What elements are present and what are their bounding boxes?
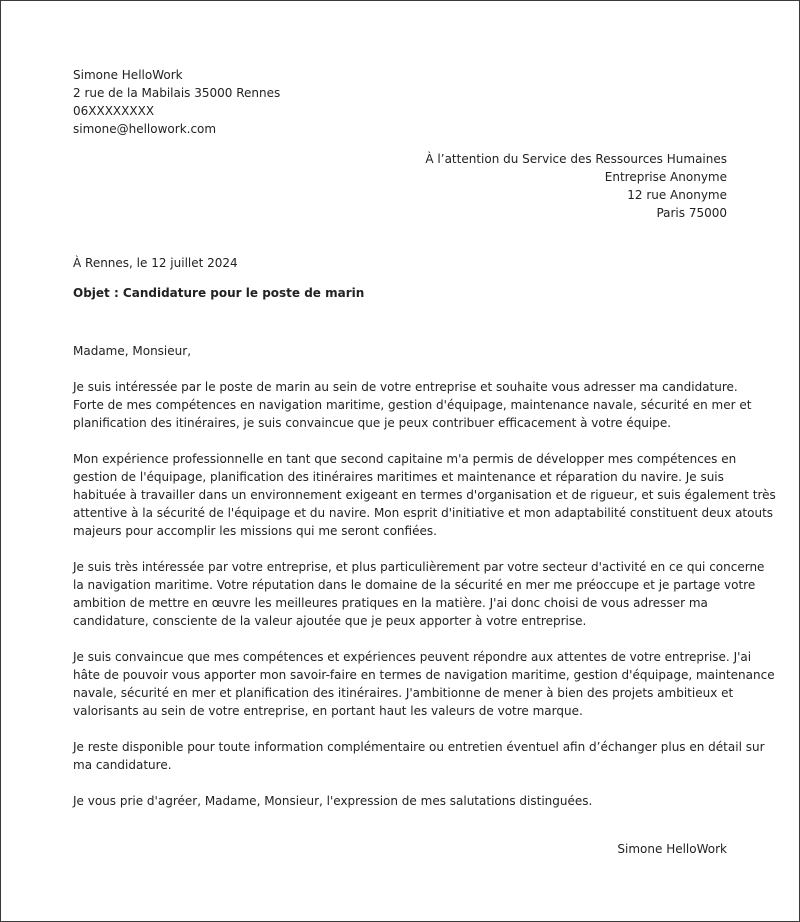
- sender-address: 2 rue de la Mabilais 35000 Rennes: [73, 86, 281, 100]
- paragraph-line: Je vous prie d'agréer, Madame, Monsieur, l'expression de mes salutations distinguées.: [73, 794, 593, 808]
- paragraph-line: gestion de l'équipage, planification des itinéraires maritimes et maintenance et réparation du navire. Je suis: [73, 470, 724, 484]
- sender-email: simone@hellowork.com: [73, 122, 217, 136]
- paragraph-line: candidature, consciente de la valeur ajoutée que je peux apporter à votre entreprise.: [73, 614, 587, 628]
- paragraph-1: [73, 378, 752, 432]
- recipient-attention: À l’attention du Service des Ressources Humaines: [425, 152, 727, 166]
- paragraph-line: attentive à la sécurité de l'équipage et du navire. Mon esprit d'initiative et mon adaptabilité constituent deux atouts: [73, 506, 774, 520]
- paragraph-5: [73, 738, 765, 774]
- paragraph-line: majeurs pour accomplir les missions qui me seront confiées.: [73, 524, 437, 538]
- paragraph-line: Je reste disponible pour toute information complémentaire ou entretien éventuel afin d’échanger plus en détail sur: [73, 740, 765, 754]
- paragraph-line: Je suis très intéressée par votre entreprise, et plus particulièrement par votre secteur d'activité en ce qui concerne: [73, 560, 765, 574]
- recipient-company: Entreprise Anonyme: [604, 170, 727, 184]
- recipient-city: Paris 75000: [656, 206, 727, 220]
- paragraph-line: Mon expérience professionnelle en tant que second capitaine m'a permis de développer mes compétences en: [73, 452, 737, 466]
- paragraph-line: navale, sécurité en mer et planification des itinéraires. J'ambitionne de mener à bien des projets ambitieux et: [73, 686, 734, 700]
- closing-paragraph: [73, 792, 733, 810]
- paragraph-2: [73, 450, 776, 540]
- paragraph-line: valorisants au sein de votre entreprise, en portant haut les valeurs de votre marque.: [73, 704, 583, 718]
- paragraph-line: ambition de mettre en œuvre les meilleures pratiques en la matière. J'ai donc choisi de vous adresser ma: [73, 596, 708, 610]
- paragraph-line: Forte de mes compétences en navigation maritime, gestion d'équipage, maintenance navale, sécurité en mer et: [73, 398, 752, 412]
- letter-date: À Rennes, le 12 juillet 2024: [73, 256, 238, 270]
- letter-subject: Objet : Candidature pour le poste de marin: [73, 286, 365, 300]
- recipient-street: 12 rue Anonyme: [627, 188, 727, 202]
- paragraph-line: Je suis convaincue que mes compétences et expériences peuvent répondre aux attentes de votre entreprise. J'ai: [73, 650, 752, 664]
- recipient-block: [425, 150, 727, 222]
- paragraph-line: hâte de pouvoir vous apporter mon savoir-faire en termes de navigation maritime, gestion d'équipage, maintenance: [73, 668, 775, 682]
- paragraph-line: ma candidature.: [73, 758, 172, 772]
- sender-name: Simone HelloWork: [73, 68, 183, 82]
- paragraph-line: habituée à travailler dans un environnement exigeant en termes d'organisation et de rigueur, et suis également très: [73, 488, 776, 502]
- salutation: [73, 342, 733, 360]
- sender-phone: 06XXXXXXXX: [73, 104, 155, 118]
- paragraph-line: Je suis intéressée par le poste de marin au sein de votre entreprise et souhaite vous adresser ma candidature.: [73, 380, 738, 394]
- paragraph-line: planification des itinéraires, je suis convaincue que je peux contribuer efficacement à votre équipe.: [73, 416, 672, 430]
- salutation-text: Madame, Monsieur,: [73, 344, 192, 358]
- letter-body: [73, 342, 776, 828]
- signature: Simone HelloWork: [617, 842, 727, 856]
- paragraph-line: la navigation maritime. Votre réputation dans le domaine de la sécurité en mer me préoccupe et je partage votre: [73, 578, 756, 592]
- paragraph-3: [73, 558, 765, 630]
- paragraph-4: [73, 648, 775, 720]
- sender-block: [73, 66, 280, 138]
